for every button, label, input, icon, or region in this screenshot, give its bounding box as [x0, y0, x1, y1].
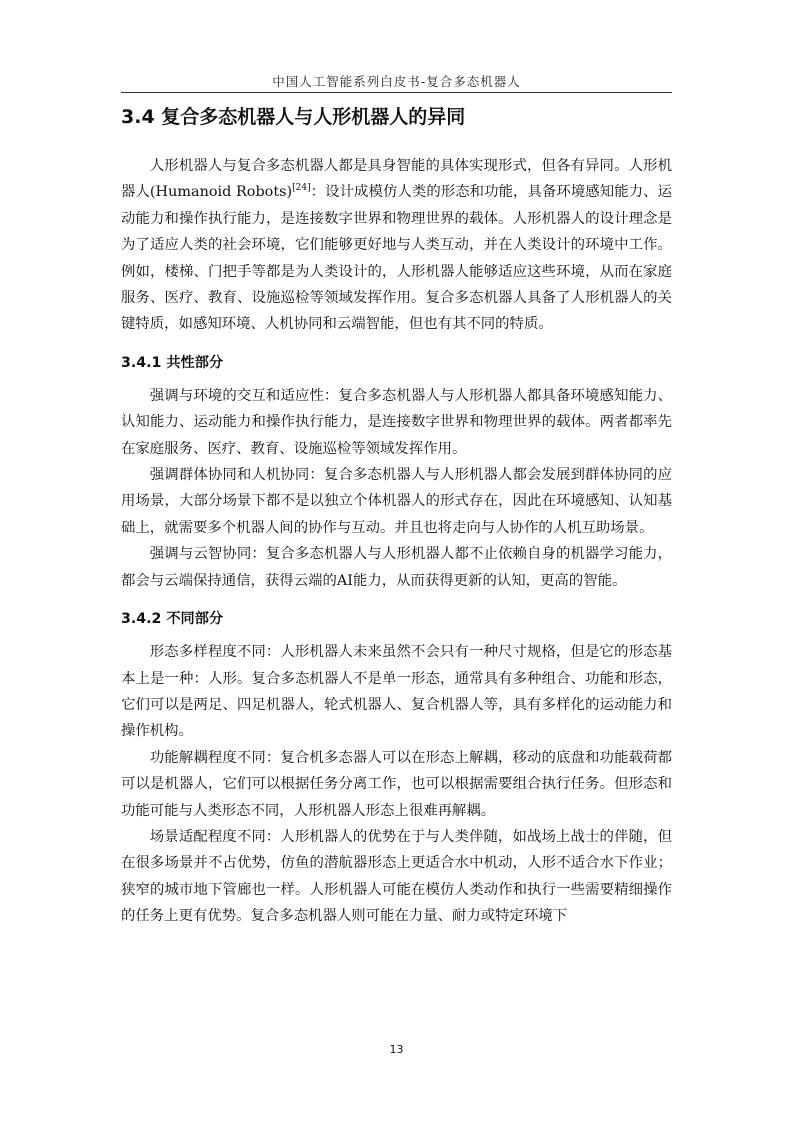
paragraph-common-1: 强调与环境的交互和适应性：复合多态机器人与人形机器人都具备环境感知能力、认知能力、运动能力和操作执行能力，是连接数字世界和物理世界的载体。两者都率先在家庭服务、医疗、教育、设施巡检等领域发挥作用。 [121, 387, 672, 457]
header-divider [121, 92, 672, 93]
subsection-title-common: 3.4.1 共性部分 [121, 354, 224, 371]
intro-text-before-citation: 人形机器人与复合多态机器人都是具身智能的具体实现形式，但各有异同。人形机器人(Humanoid Robots) [121, 158, 672, 201]
intro-paragraph [121, 153, 672, 338]
page-body [121, 104, 672, 930]
paragraph-common-3: 强调与云智协同：复合多态机器人与人形机器人都不止依赖自身的机器学习能力，都会与云端保持通信，获得云端的AI能力，从而获得更新的认知，更高的智能。 [121, 546, 672, 589]
section-title: 3.4 复合多态机器人与人形机器人的异同 [121, 106, 466, 128]
paragraph-common-2: 强调群体协同和人机协同：复合多态机器人与人形机器人都会发展到群体协同的应用场景，大部分场景下都不是以独立个体机器人的形式存在，因此在环境感知、认知基础上，就需要多个机器人间的协作与互动。并且也将走向与人协作的人机互助场景。 [121, 467, 672, 536]
intro-text-after-citation: ：设计成模仿人类的形态和功能，具备环境感知能力、运动能力和操作执行能力，是连接数字世界和物理世界的载体。人形机器人的设计理念是为了适应人类的社会环境，它们能够更好地与人类互动，并在人类设计的环境中工作。例如，楼梯、门把手等都是为人类设计的，人形机器人能够适应这些环境，从而在家庭服务、医疗、教育、设施巡检等领域发挥作用。复合多态机器人具备了人形机器人的关键特质，如感知环境、人机协同和云端智能，但也有其不同的特质。 [121, 184, 672, 333]
paragraph-different-3: 场景适配程度不同：人形机器人的优势在于与人类伴随，如战场上战士的伴随，但在很多场景并不占优势，仿鱼的潜航器形态上更适合水中机动，人形不适合水下作业；狭窄的城市地下管廊也一样。人形机器人可能在模仿人类动作和执行一些需要精细操作的任务上更有优势。复合多态机器人则可能在力量、耐力或特定环境下 [121, 828, 672, 925]
citation-reference[interactable]: [24] [292, 183, 311, 194]
subsection-title-different: 3.4.2 不同部分 [121, 611, 224, 628]
page-number: 13 [389, 1043, 404, 1056]
paragraph-different-2: 功能解耦程度不同：复合机多态器人可以在形态上解耦，移动的底盘和功能载荷都可以是机器人，它们可以根据任务分离工作，也可以根据需要组合执行任务。但形态和功能可能与人类形态不同，人形机器人形态上很难再解耦。 [121, 749, 672, 819]
paragraph-different-1: 形态多样程度不同：人形机器人未来虽然不会只有一种尺寸规格，但是它的形态基本上是一种：人形。复合多态机器人不是单一形态，通常具有多种组合、功能和形态，它们可以是两足、四足机器人，轮式机器人、复合机器人等，具有多样化的运动能力和操作机构。 [121, 644, 672, 740]
running-header: 中国人工智能系列白皮书-复合多态机器人 [272, 74, 521, 89]
